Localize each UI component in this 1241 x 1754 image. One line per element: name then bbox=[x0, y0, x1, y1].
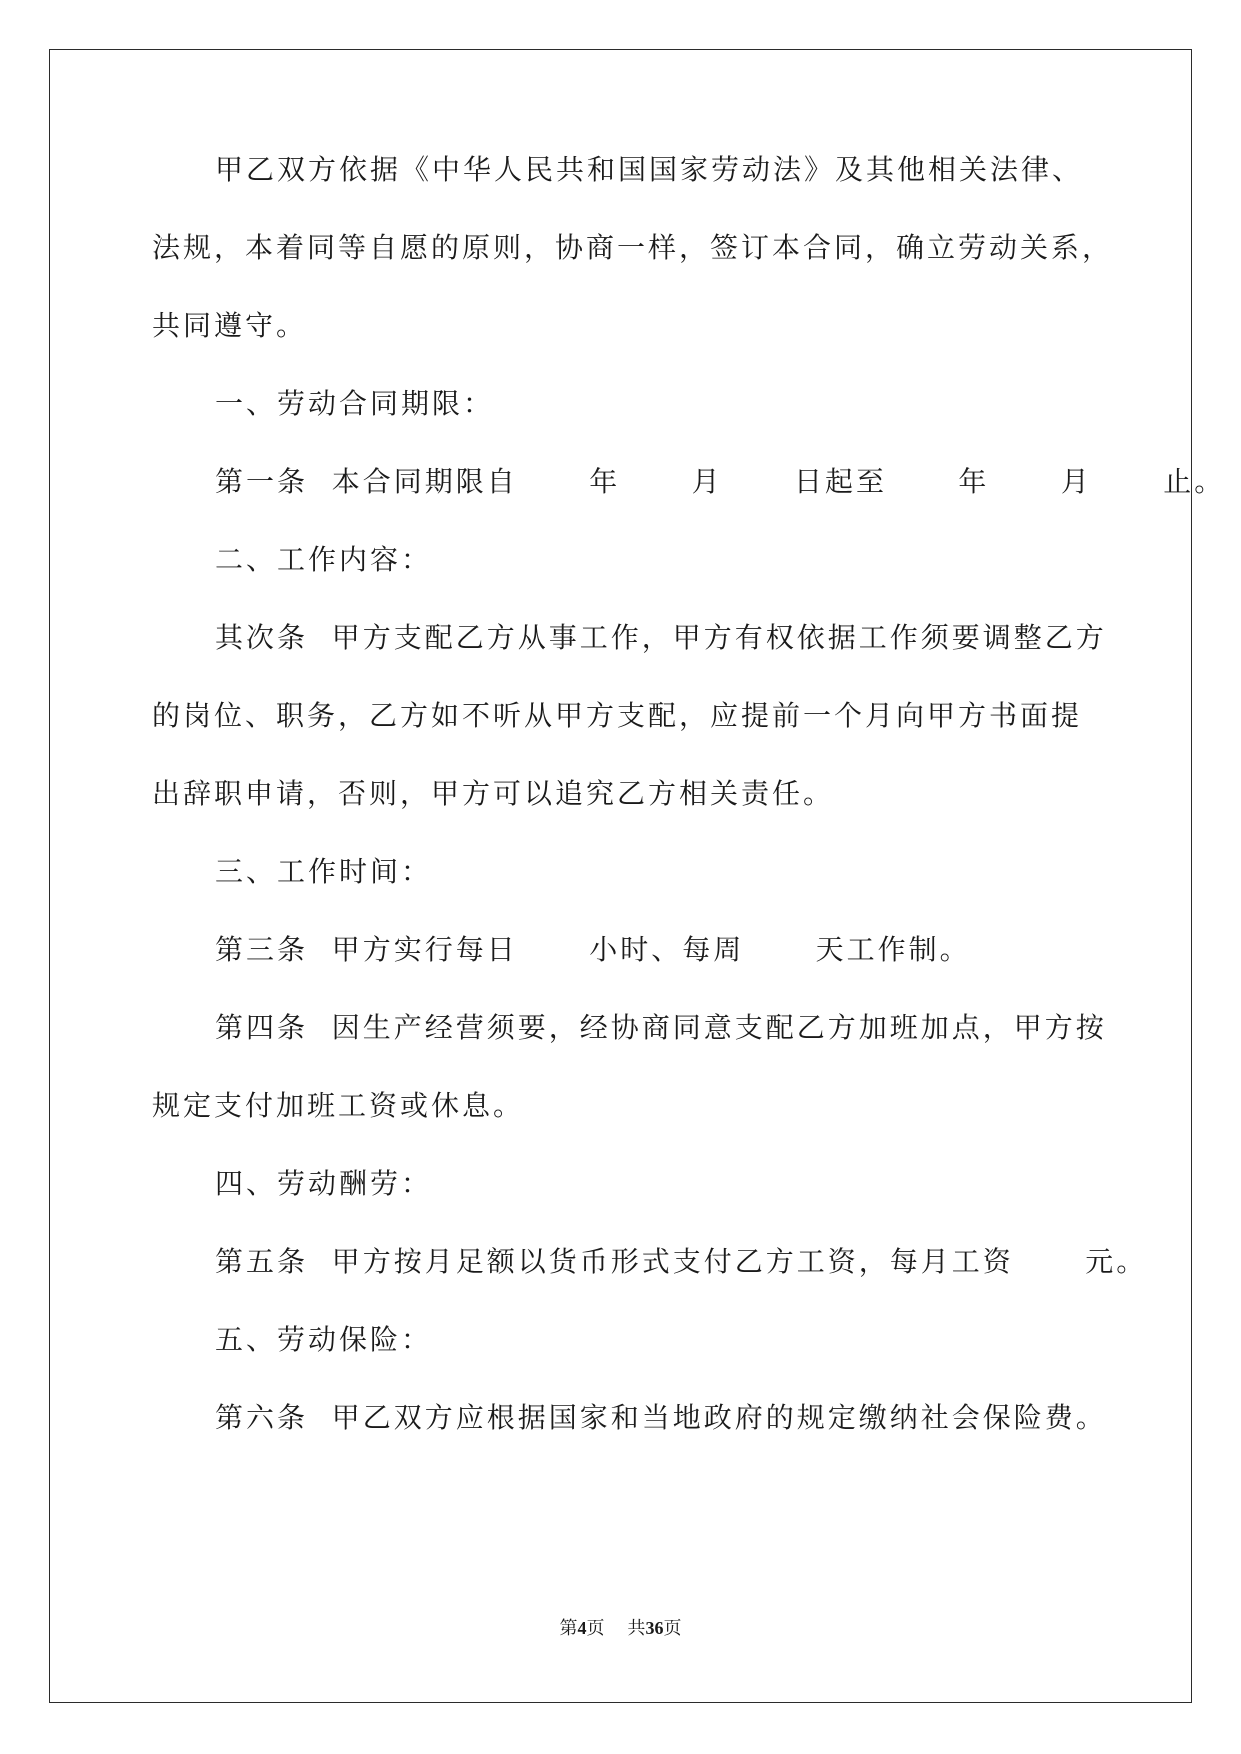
paragraph-line: 法规，本着同等自愿的原则，协商一样，签订本合同，确立劳动关系， bbox=[152, 231, 1114, 264]
paragraph-line: 甲乙双方依据《中华人民共和国国家劳动法》及其他相关法律、 bbox=[215, 153, 1084, 186]
paragraph-line: 的岗位、职务，乙方如不听从甲方支配，应提前一个月向甲方书面提 bbox=[152, 699, 1083, 732]
footer-suffix: 页 bbox=[663, 1618, 682, 1639]
footer-mid: 页 共 bbox=[586, 1618, 646, 1639]
section-heading: 二、工作内容： bbox=[215, 543, 433, 576]
paragraph-line: 出辞职申请，否则，甲方可以追究乙方相关责任。 bbox=[152, 777, 835, 810]
section-heading: 五、劳动保险： bbox=[215, 1323, 433, 1356]
total-page-number: 36 bbox=[645, 1618, 664, 1638]
section-heading: 四、劳动酬劳： bbox=[215, 1167, 433, 1200]
paragraph-line: 其次条 甲方支配乙方从事工作，甲方有权依据工作须要调整乙方 bbox=[215, 621, 1107, 654]
section-heading: 三、工作时间： bbox=[215, 855, 433, 888]
paragraph-line: 第五条 甲方按月足额以货币形式支付乙方工资，每月工资 元。 bbox=[215, 1245, 1148, 1278]
section-heading: 一、劳动合同期限： bbox=[215, 387, 495, 420]
footer-prefix: 第 bbox=[559, 1618, 578, 1639]
paragraph-line: 第六条 甲乙双方应根据国家和当地政府的规定缴纳社会保险费。 bbox=[215, 1401, 1107, 1434]
paragraph-line: 第一条 本合同期限自 年 月 日起至 年 月 止。 bbox=[215, 465, 1226, 498]
paragraph-line: 共同遵守。 bbox=[152, 309, 308, 342]
paragraph-line: 规定支付加班工资或休息。 bbox=[152, 1089, 525, 1122]
current-page-number: 4 bbox=[577, 1618, 587, 1638]
paragraph-line: 第四条 因生产经营须要，经协商同意支配乙方加班加点，甲方按 bbox=[215, 1011, 1107, 1044]
page-footer bbox=[0, 1616, 1241, 1641]
paragraph-line: 第三条 甲方实行每日 小时、每周 天工作制。 bbox=[215, 933, 971, 966]
